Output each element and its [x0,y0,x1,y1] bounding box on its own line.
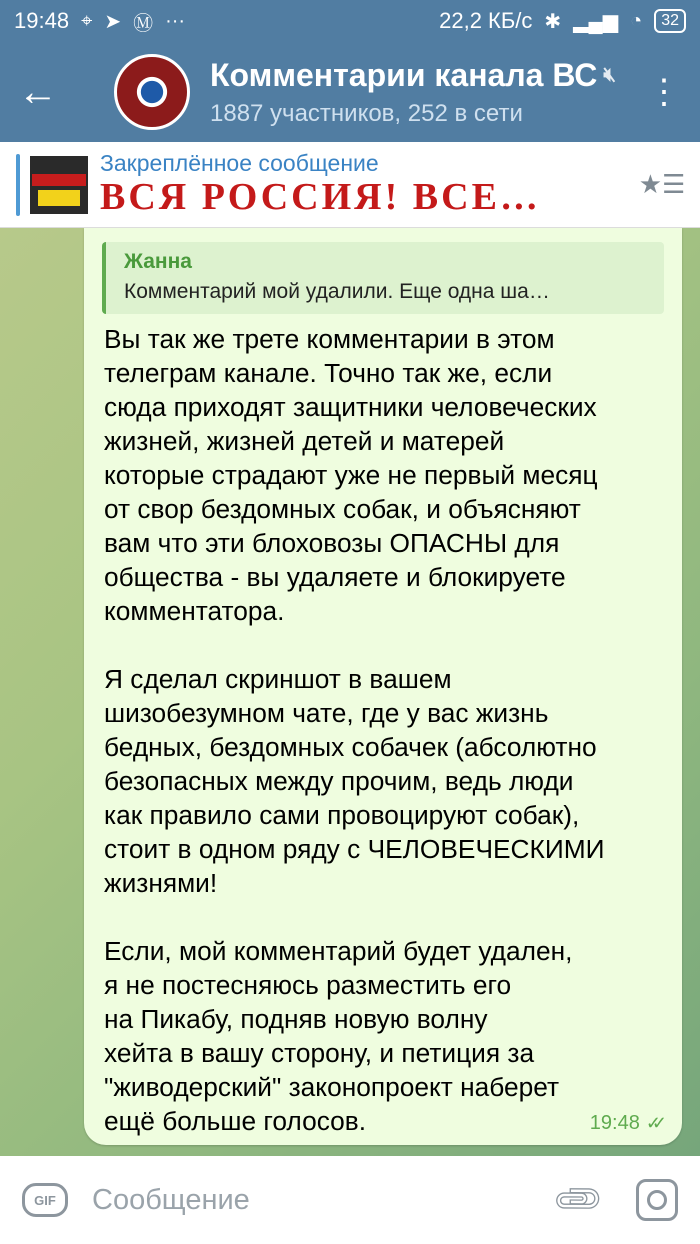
chat-area[interactable] [0,228,700,1156]
pinned-thumbnail [30,156,88,214]
attach-icon[interactable]: 📎︎ [549,1171,608,1229]
status-bar [0,0,700,42]
wifi-icon: ◔ [630,9,643,32]
pinned-indicator [16,154,20,216]
mute-icon: 🔇︎ [603,63,616,86]
message-meta [590,1112,666,1135]
location-icon: ⌖ [81,9,93,32]
chat-info[interactable] [210,57,644,128]
pinned-message-bar[interactable] [0,142,700,228]
more-notifications-icon: ··· [165,9,186,32]
chat-title-row [210,57,644,94]
message-bubble[interactable] [84,228,682,1145]
gif-button[interactable]: GIF [22,1183,68,1217]
chat-subtitle: 1887 участников, 252 в сети [210,99,523,127]
composer [0,1156,700,1244]
status-bar-right [439,8,686,34]
pinned-texts [100,150,634,219]
message-text: Вы так же трете комментарии в этом телеграм канале. Точно так же, если сюда приходят защитники человеческих жизней, жизней детей и матерей которые страдают уже не первый месяц от свор бездомных собак, и объясняют вам что эти блоховозы ОПАСНЫ для общества - вы удаляете и блокируете комментатора. Я сделал скриншот в вашем шизобезумном чате, где у вас жизнь бедных, бездомных собачек (абсолютно безопасных между прочим, ведь люди как правило сами провоцируют собак), стоит в одном ряду с ЧЕЛОВЕЧЕСКИМИ жизнями! Если, мой комментарий будет удален, я не постесняюсь разместить его на Пикабу, подняв новую волну хейта в вашу сторону, и петиция за "живодерский" законопроект наберет ещё больше голосов. [104,324,605,1136]
signal-icon: ▂▄▆ [573,10,619,33]
reply-text: Комментарий мой удалили. Еще одна ша… [124,280,550,303]
pinned-title: Закреплённое сообщение [100,150,379,176]
channel-avatar[interactable] [114,54,190,130]
metro-icon: Ⓜ [133,12,154,35]
pinned-list-icon[interactable]: ★☰ [638,169,686,199]
network-speed: 22,2 КБ/с [439,8,533,33]
reply-preview[interactable] [102,242,664,314]
reply-author: Жанна [124,250,192,273]
clock: 19:48 [14,8,70,33]
chat-title: Комментарии канала ВС [210,56,598,93]
status-bar-left [14,7,185,36]
back-arrow-icon[interactable]: ← [18,70,58,114]
message-time: 19:48 [589,1112,640,1134]
message-input[interactable] [90,1183,557,1218]
telegram-icon: ➤ [104,10,122,33]
double-check-icon: ✓✓ [645,1113,658,1133]
chat-header [0,42,700,142]
battery-icon: 32 [654,9,686,33]
pinned-body: ВСЯ РОССИЯ! ВСЕ… [100,176,541,218]
more-vert-icon[interactable]: ⋮ [647,73,681,111]
camera-icon[interactable] [636,1179,678,1221]
bluetooth-icon: ✱ [544,10,562,33]
